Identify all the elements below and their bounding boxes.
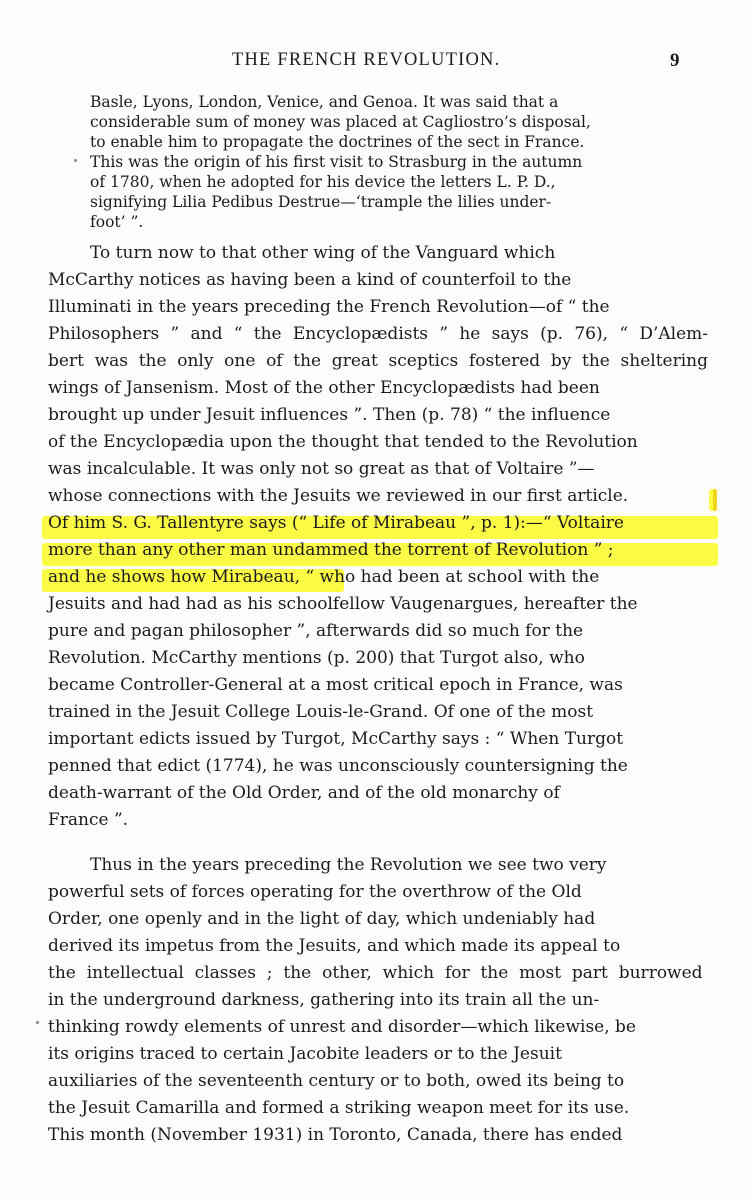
text-line: France ”. (48, 810, 129, 830)
text-line: powerful sets of forces operating for the overthrow of the Old (48, 882, 582, 902)
text-line: whose connections with the Jesuits we reviewed in our first article. (48, 486, 629, 506)
highlighted-text-line: more than any other man undammed the torrent of Revolution ” ; (48, 540, 614, 560)
extract-line: to enable him to propagate the doctrines of the sect in France. (90, 133, 585, 151)
text-line: wings of Jansenism. Most of the other Encyclopædists had been (48, 378, 600, 398)
text-line: bert was the only one of the great sceptics fostered by the sheltering (48, 351, 708, 371)
highlighted-text-line: Of him S. G. Tallentyre says (“ Life of Mirabeau ”, p. 1):—“ Voltaire (48, 513, 624, 533)
text-line: Philosophers ” and “ the Encyclopædists ” he says (p. 76), “ D’Alem- (48, 324, 708, 344)
page-number: 9 (670, 50, 680, 71)
extract-line: signifying Lilia Pedibus Destrue—‘trample the lilies under- (90, 193, 552, 211)
highlighted-text-line: and he shows how Mirabeau, “ who had been at school with the (48, 567, 600, 587)
text-line: death-warrant of the Old Order, and of the old monarchy of (48, 783, 560, 803)
extract-line: Basle, Lyons, London, Venice, and Genoa. It was said that a (90, 93, 559, 111)
text-line: of the Encyclopædia upon the thought that tended to the Revolution (48, 432, 638, 452)
text-line: penned that edict (1774), he was unconsciously countersigning the (48, 756, 628, 776)
text-line: the Jesuit Camarilla and formed a striking weapon meet for its use. (48, 1098, 630, 1118)
text-line: pure and pagan philosopher ”, afterwards did so much for the (48, 621, 584, 641)
text-line: trained in the Jesuit College Louis-le-Grand. Of one of the most (48, 702, 594, 722)
text-line: became Controller-General at a most critical epoch in France, was (48, 675, 623, 695)
page-speck (74, 159, 77, 162)
text-line: important edicts issued by Turgot, McCarthy says : “ When Turgot (48, 729, 624, 749)
text-line: in the underground darkness, gathering into its train all the un- (48, 990, 600, 1010)
extract-line: This was the origin of his first visit to Strasburg in the autumn (90, 153, 583, 171)
highlight-start-handle (713, 489, 717, 511)
extract-line: foot’ ”. (90, 213, 144, 231)
text-line: To turn now to that other wing of the Vanguard which (90, 243, 556, 263)
text-line: brought up under Jesuit influences ”. Then (p. 78) “ the influence (48, 405, 611, 425)
text-line: Jesuits and had had as his schoolfellow Vaugenargues, hereafter the (48, 594, 638, 614)
page-speck (36, 1021, 39, 1024)
text-line: thinking rowdy elements of unrest and disorder—which likewise, be (48, 1017, 636, 1037)
text-line: Revolution. McCarthy mentions (p. 200) that Turgot also, who (48, 648, 585, 668)
text-line: auxiliaries of the seventeenth century or to both, owed its being to (48, 1071, 625, 1091)
text-line: was incalculable. It was only not so great as that of Voltaire ”— (48, 459, 595, 479)
running-head (0, 50, 754, 72)
text-line: derived its impetus from the Jesuits, and which made its appeal to (48, 936, 621, 956)
extract-line: of 1780, when he adopted for his device the letters L. P. D., (90, 173, 556, 191)
running-head-title: THE FRENCH REVOLUTION. (232, 50, 501, 70)
extract-line: considerable sum of money was placed at Cagliostro’s disposal, (90, 113, 591, 131)
text-line: its origins traced to certain Jacobite leaders or to the Jesuit (48, 1044, 562, 1064)
text-line: Thus in the years preceding the Revolution we see two very (90, 855, 607, 875)
text-line: the intellectual classes ; the other, which for the most part burrowed (48, 963, 703, 983)
text-line: Order, one openly and in the light of day, which undeniably had (48, 909, 596, 929)
text-line: Illuminati in the years preceding the French Revolution—of “ the (48, 297, 610, 317)
text-line: McCarthy notices as having been a kind of counterfoil to the (48, 270, 572, 290)
text-line: This month (November 1931) in Toronto, Canada, there has ended (48, 1125, 623, 1145)
